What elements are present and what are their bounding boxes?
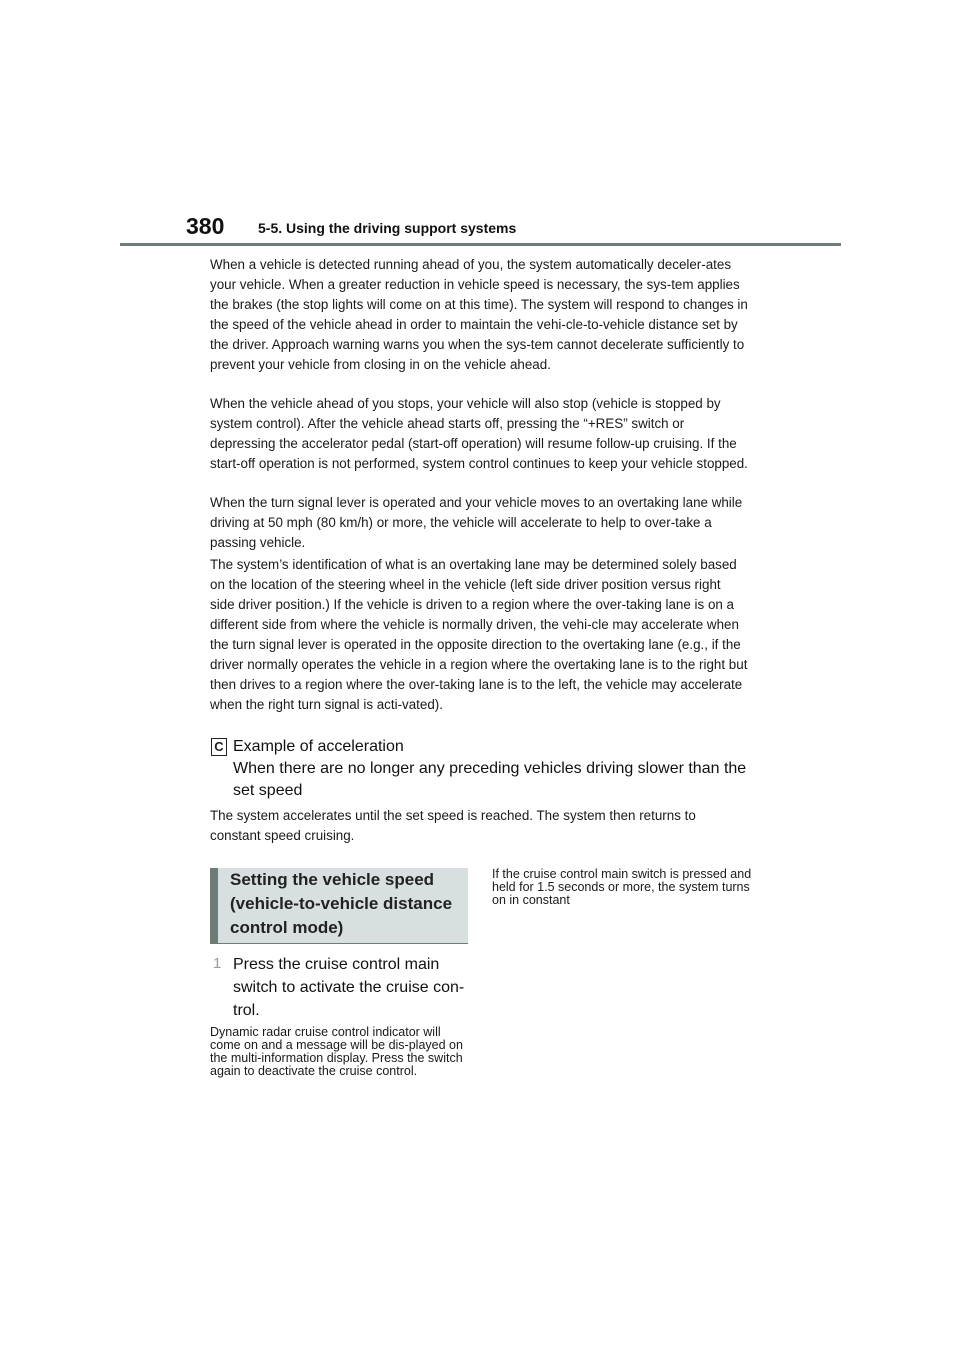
setting-heading-box — [210, 868, 468, 944]
step-number: 1 — [213, 955, 222, 972]
side-note: If the cruise control main switch is pressed and held for 1.5 seconds or more, the system turns on in constant — [492, 867, 752, 907]
paragraph-stop: When the vehicle ahead of you stops, your vehicle will also stop (vehicle is stopped by system control). After the vehicle ahead starts off, pressing the “+RES” switch or depressing the accelerator pedal (start-off operation) will resume follow-up cruising. If the start-off operation is not performed, system control continues to keep your vehicle stopped. — [210, 396, 748, 471]
page-number: 380 — [186, 213, 225, 239]
section-title: 5-5. Using the driving support systems — [258, 220, 517, 236]
paragraph-acceleration: The system accelerates until the set speed is reached. The system then returns to constant speed cruising. — [210, 808, 696, 843]
example-heading — [233, 736, 753, 802]
step-instruction: Press the cruise control main switch to activate the cruise con-trol. — [233, 956, 465, 1019]
step-note: Dynamic radar cruise control indicator will come on and a message will be dis-played on the multi-information display. Press the switch again to deactivate the cruise control. — [210, 1025, 463, 1078]
paragraph-deceleration: When a vehicle is detected running ahead of you, the system automatically deceler-ates your vehicle. When a greater reduction in vehicle speed is necessary, the sys-tem applies the brakes (the stop lights will come on at this time). The system will respond to changes in the speed of the vehicle ahead in order to maintain the vehi-cle-to-vehicle distance set by the driver. Approach warning warns you when the sys-tem cannot decelerate sufficiently to prevent your vehicle from closing in on the vehicle ahead. — [210, 257, 748, 372]
setting-heading: Setting the vehicle speed (vehicle-to-vehicle distance control mode) — [230, 870, 453, 937]
example-subtitle: When there are no longer any preceding vehicles driving slower than the set speed — [233, 760, 747, 799]
header-divider — [120, 243, 841, 246]
paragraph-overtaking: When the turn signal lever is operated and your vehicle moves to an overtaking lane while driving at 50 mph (80 km/h) or more, the vehicle will accelerate to help to over-take a passing vehicle. — [210, 495, 743, 550]
example-title: Example of acceleration — [233, 738, 404, 755]
paragraph-overtaking-lane: The system’s identification of what is an overtaking lane may be determined solely based on the location of the steering wheel in the vehicle (left side driver position versus right side driver position.) If the vehicle is driven to a region where the over-taking lane is on a different side from where the vehicle is normally driven, the vehi-cle may accelerate when the turn signal lever is operated in the opposite direction to the overtaking lane (e.g., if the driver normally operates the vehicle in a region where the overtaking lane is to the right but then drives to a region where the over-taking lane is to the left, the vehicle may accelerate when the right turn signal is acti-vated). — [210, 557, 748, 712]
example-label-badge: C — [211, 738, 227, 756]
